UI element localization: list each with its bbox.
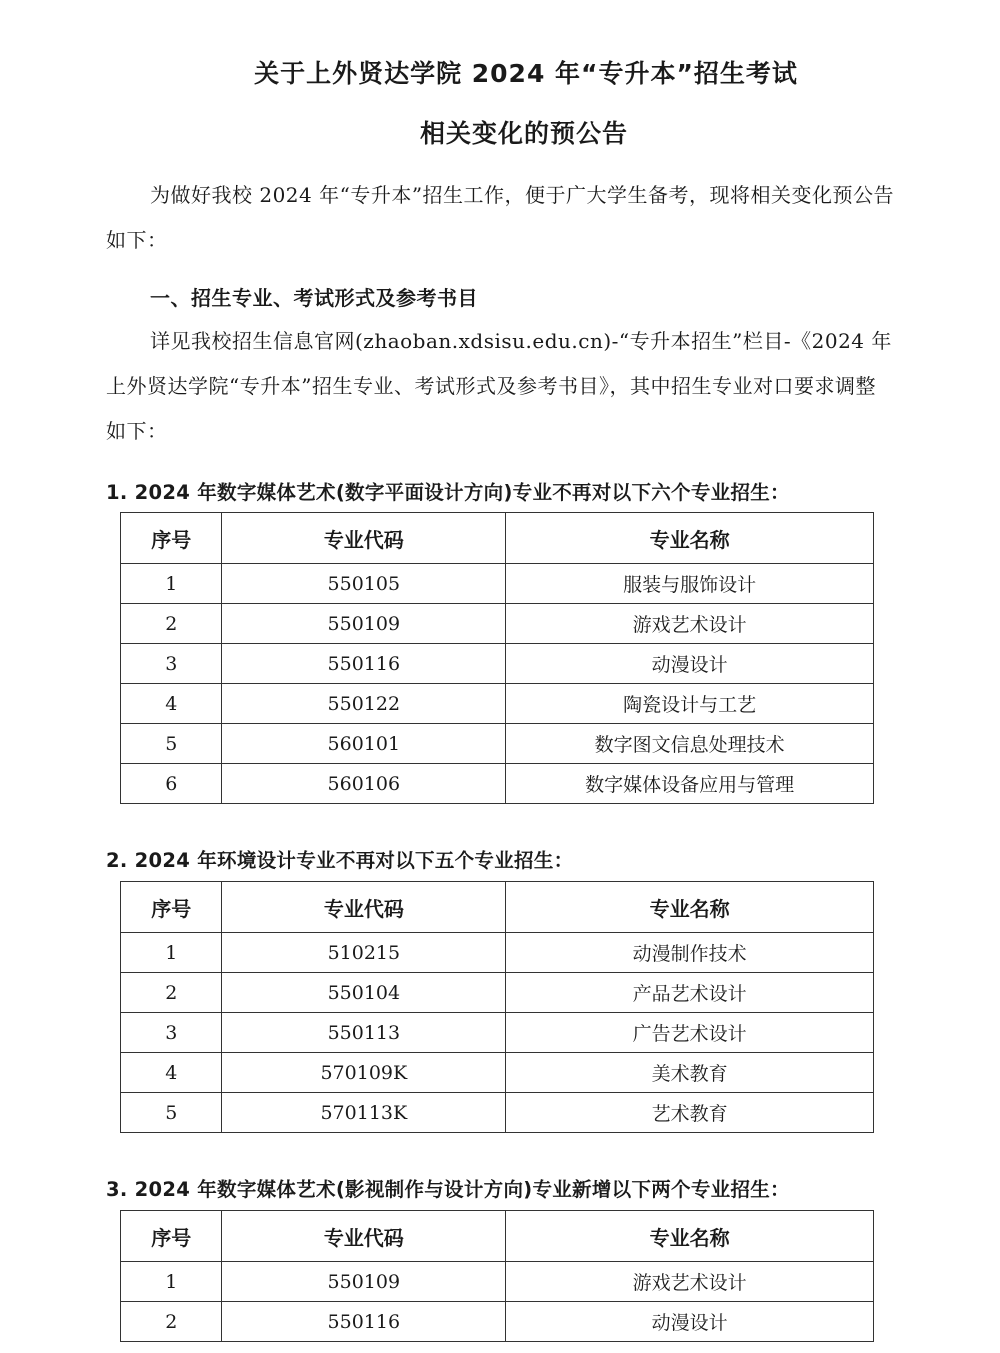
table-row: [121, 764, 874, 804]
header-code: 专业代码: [222, 1211, 506, 1262]
serial-cell: 1: [121, 933, 222, 973]
table-row: [121, 1053, 874, 1093]
header-serial: 序号: [121, 882, 222, 933]
major-name-cell: 产品艺术设计: [506, 973, 874, 1013]
serial-cell: 2: [121, 604, 222, 644]
header-code: 专业代码: [222, 513, 506, 564]
code-cell: 550116: [222, 1302, 506, 1342]
document-title-line1: 关于上外贤达学院 2024 年“专升本”招生考试: [254, 59, 798, 88]
table-row: [121, 684, 874, 724]
major-name-cell: 美术教育: [506, 1053, 874, 1093]
serial-cell: 3: [121, 644, 222, 684]
major-name-cell: 游戏艺术设计: [506, 1262, 874, 1302]
header-major-name: 专业名称: [506, 882, 874, 933]
header-major-name: 专业名称: [506, 1211, 874, 1262]
table-row: [121, 1013, 874, 1053]
header-major-name: 专业名称: [506, 513, 874, 564]
code-cell: 510215: [222, 933, 506, 973]
code-cell: 560106: [222, 764, 506, 804]
serial-cell: 6: [121, 764, 222, 804]
intro-paragraph: 为做好我校 2024 年“专升本”招生工作，便于广大学生备考，现将相关变化预公告如下：: [106, 183, 895, 252]
major-name-cell: 动漫设计: [506, 1302, 874, 1342]
table3: [120, 1210, 874, 1342]
document-title-line2: 相关变化的预公告: [419, 119, 628, 148]
table-row: [121, 933, 874, 973]
table-row: [121, 724, 874, 764]
serial-cell: 2: [121, 1302, 222, 1342]
code-cell: 550105: [222, 564, 506, 604]
serial-cell: 5: [121, 724, 222, 764]
major-name-cell: 动漫设计: [506, 644, 874, 684]
table-row: [121, 1093, 874, 1133]
major-name-cell: 数字图文信息处理技术: [506, 724, 874, 764]
serial-cell: 4: [121, 1053, 222, 1093]
serial-cell: 1: [121, 564, 222, 604]
serial-cell: 4: [121, 684, 222, 724]
header-serial: 序号: [121, 1211, 222, 1262]
code-cell: 550109: [222, 604, 506, 644]
header-serial: 序号: [121, 513, 222, 564]
code-cell: 570109K: [222, 1053, 506, 1093]
code-cell: 550113: [222, 1013, 506, 1053]
table-row: [121, 1302, 874, 1342]
table-row: [121, 564, 874, 604]
table-row: [121, 973, 874, 1013]
table-header-row: [121, 513, 874, 564]
code-cell: 550109: [222, 1262, 506, 1302]
table2: [120, 881, 874, 1133]
major-name-cell: 动漫制作技术: [506, 933, 874, 973]
code-cell: 550104: [222, 973, 506, 1013]
detail-paragraph: 详见我校招生信息官网(zhaoban.xdsisu.edu.cn)-“专升本招生”栏目-《2024 年上外贤达学院“专升本”招生专业、考试形式及参考书目》，其中招生专业对口要求调整如下：: [106, 329, 892, 443]
major-name-cell: 广告艺术设计: [506, 1013, 874, 1053]
major-name-cell: 服装与服饰设计: [506, 564, 874, 604]
code-cell: 550116: [222, 644, 506, 684]
table-row: [121, 1262, 874, 1302]
table-row: [121, 644, 874, 684]
table1-caption: 1. 2024 年数字媒体艺术(数字平面设计方向)专业不再对以下六个专业招生：: [106, 481, 790, 504]
major-name-cell: 艺术教育: [506, 1093, 874, 1133]
header-code: 专业代码: [222, 882, 506, 933]
major-name-cell: 数字媒体设备应用与管理: [506, 764, 874, 804]
serial-cell: 2: [121, 973, 222, 1013]
major-name-cell: 游戏艺术设计: [506, 604, 874, 644]
section-heading-1: 一、招生专业、考试形式及参考书目: [150, 286, 478, 310]
code-cell: 550122: [222, 684, 506, 724]
major-name-cell: 陶瓷设计与工艺: [506, 684, 874, 724]
table-header-row: [121, 1211, 874, 1262]
code-cell: 560101: [222, 724, 506, 764]
table-header-row: [121, 882, 874, 933]
table3-caption: 3. 2024 年数字媒体艺术(影视制作与设计方向)专业新增以下两个专业招生：: [106, 1178, 790, 1201]
serial-cell: 3: [121, 1013, 222, 1053]
code-cell: 570113K: [222, 1093, 506, 1133]
serial-cell: 1: [121, 1262, 222, 1302]
table1: [120, 512, 874, 804]
table-row: [121, 604, 874, 644]
table2-caption: 2. 2024 年环境设计专业不再对以下五个专业招生：: [106, 849, 574, 872]
serial-cell: 5: [121, 1093, 222, 1133]
